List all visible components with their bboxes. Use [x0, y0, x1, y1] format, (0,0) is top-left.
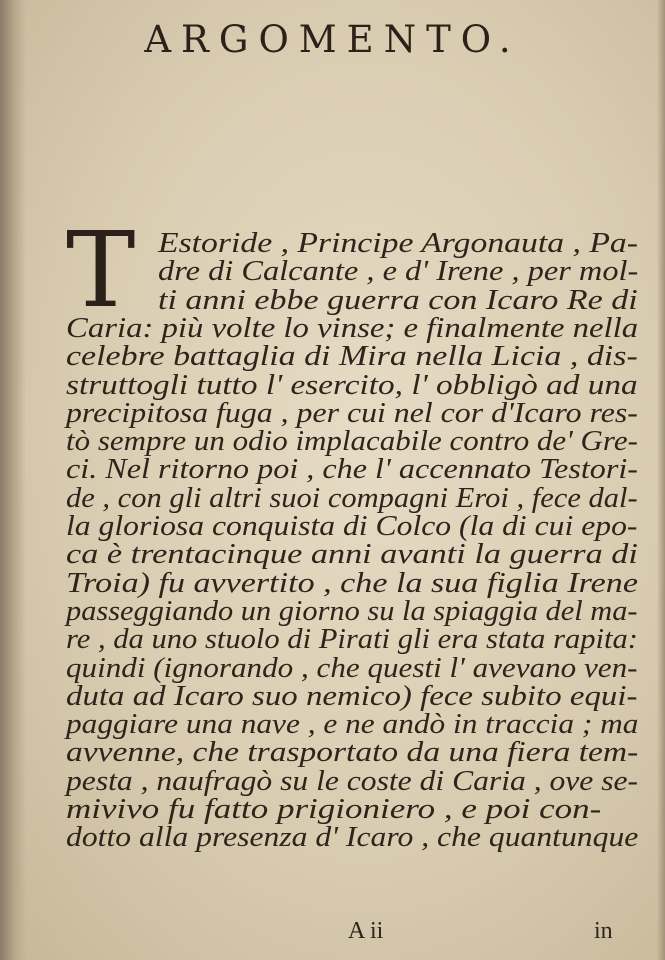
text-line: de , con gli altri suoi compagni Eroi , fece dal-: [66, 482, 638, 514]
text-line: ca è trentacinque anni avanti la guerra di: [66, 539, 638, 571]
text-line: struttogli tutto l' esercito, l' obbligò ad una: [66, 369, 638, 401]
text-line: avvenne, che trasportato da una fiera tem-: [66, 737, 639, 769]
text-line: duta ad Icaro suo nemico) fece subito equi-: [66, 680, 638, 712]
text-line: tò sempre un odio implacabile contro de' Gre-: [66, 426, 638, 458]
page-title: ARGOMENTO.: [144, 18, 521, 61]
text-line: ti anni ebbe guerra con Icaro Re di: [158, 284, 638, 316]
text-line: ci. Nel ritorno poi , che l' accennato Testori-: [66, 454, 639, 486]
page-signature: A ii: [348, 918, 384, 944]
drop-cap: T: [66, 209, 136, 331]
text-line: mivivo fu fatto prigioniero , e poi con-: [66, 794, 602, 825]
text-line: dotto alla presenza d' Icaro , che quantunque: [66, 822, 639, 854]
catchword: in: [594, 918, 613, 944]
text-line: dre di Calcante , e d' Irene , per mol-: [158, 256, 639, 288]
text-line: quindi (ignorando , che questi l' avevano ven-: [66, 652, 638, 684]
text-line: la gloriosa conquista di Colco (la di cui epo-: [66, 511, 638, 542]
text-line: celebre battaglia di Mira nella Licia , dis-: [66, 341, 638, 373]
text-line: Caria: più volte lo vinse; e finalmente nella: [66, 312, 639, 344]
text-line: passeggiando un giorno su la spiaggia del ma-: [66, 595, 638, 627]
text-line: re , da uno stuolo di Pirati gli era stata rapita:: [66, 624, 638, 656]
text-line: paggiare una nave , e ne andò in traccia ; ma: [66, 709, 639, 741]
text-line: precipitosa fuga , per cui nel cor d'Icaro res-: [66, 397, 638, 429]
text-line: Estoride , Principe Argonauta , Pa-: [158, 228, 638, 259]
text-line: pesta , naufragò su le coste di Caria , ove se-: [66, 765, 639, 797]
text-line: Troia) fu avvertito , che la sua figlia Irene: [66, 567, 638, 599]
